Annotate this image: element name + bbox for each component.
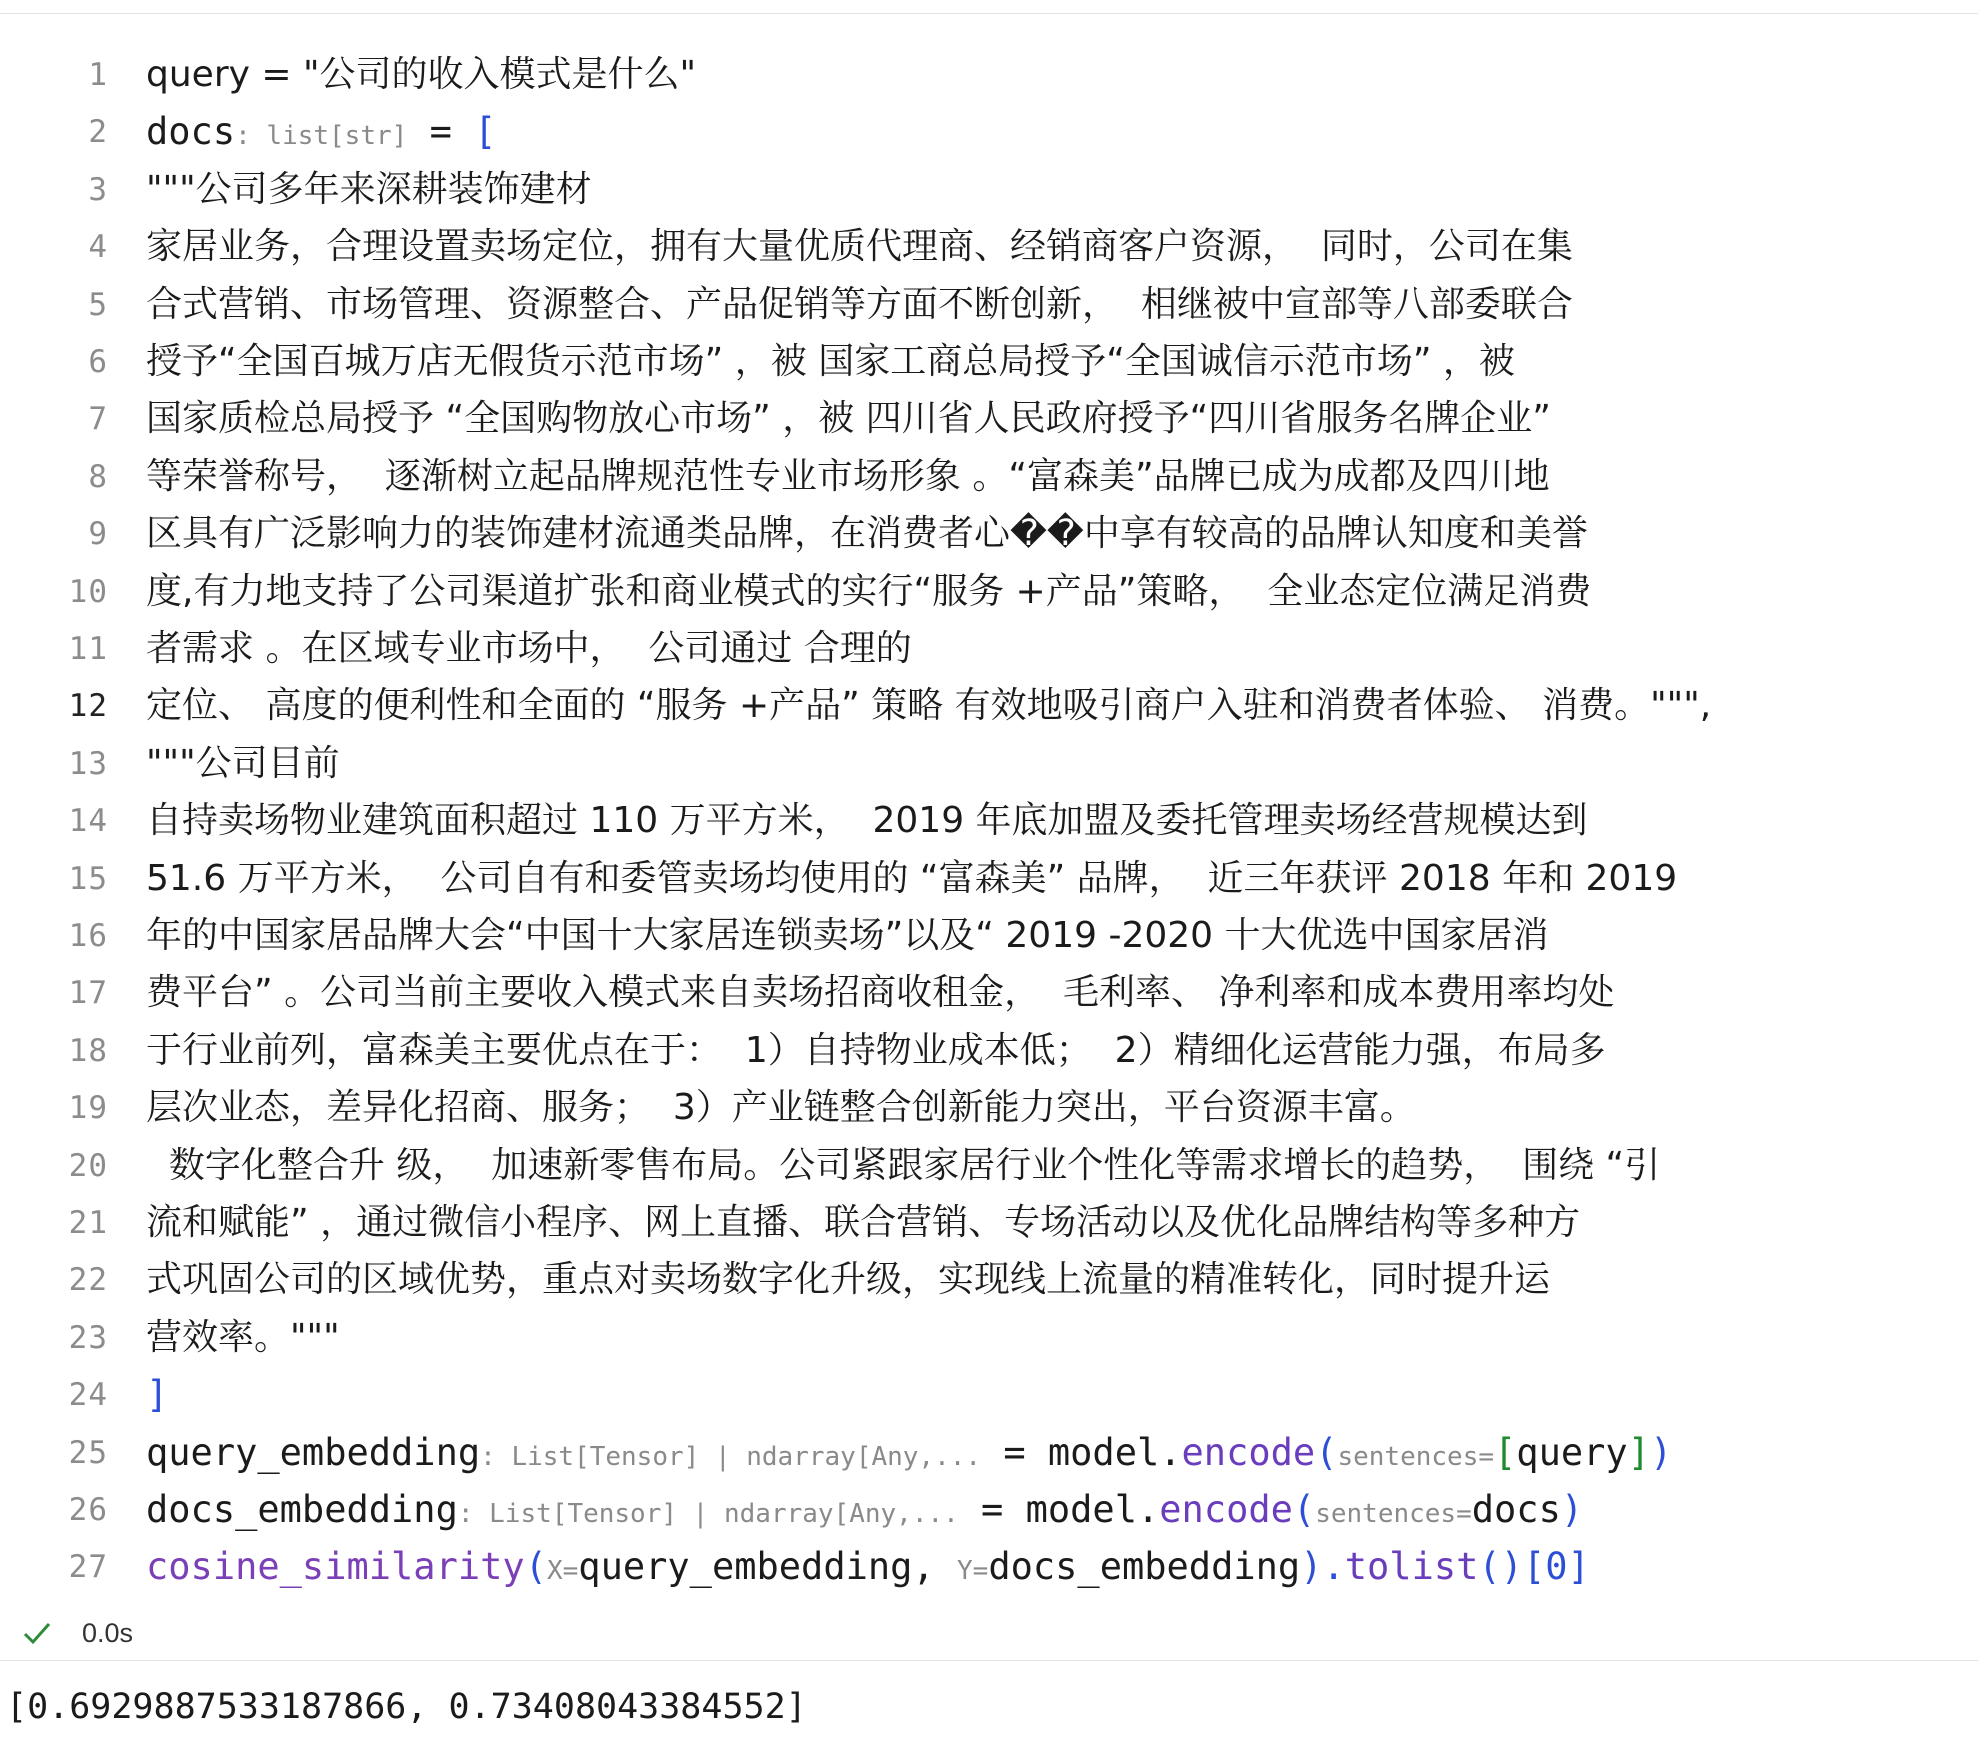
line-number: 3 [88, 171, 108, 208]
code-token: [ [474, 110, 497, 154]
code-line[interactable] [0, 103, 1978, 161]
line-number: 9 [88, 516, 108, 553]
code-token: = model. [981, 1430, 1182, 1474]
code-text[interactable] [146, 1194, 1580, 1252]
code-line[interactable] [0, 1022, 1978, 1080]
line-number: 25 [68, 1434, 108, 1471]
code-line[interactable] [0, 964, 1978, 1022]
type-hint: : list[str] [235, 121, 408, 152]
line-number: 11 [68, 631, 108, 667]
code-text[interactable] [146, 850, 1677, 908]
code-line[interactable] [0, 161, 1978, 219]
line-number: 23 [68, 1319, 108, 1356]
code-text[interactable] [146, 1424, 1672, 1486]
check-icon [20, 1616, 54, 1650]
code-token: 营效率。""" [146, 1316, 340, 1358]
code-token: 数字化整合升 级， 加速新零售布局。公司紧跟家居行业个性化等需求增长的趋势， 围绕 “引 [146, 1144, 1661, 1186]
code-token: ()[ [1478, 1545, 1546, 1589]
code-token: ] [146, 1373, 169, 1417]
code-line[interactable] [0, 620, 1978, 678]
line-number: 12 [68, 688, 108, 725]
execution-time: 0.0s [82, 1618, 134, 1648]
code-token: ). [1300, 1545, 1345, 1589]
code-text[interactable] [146, 333, 1515, 391]
code-token: """公司目前 [146, 742, 340, 784]
code-token: 区具有广泛影响力的装饰建材流通类品牌，在消费者心��中享有较高的品牌认知度和美誉 [146, 513, 1588, 555]
line-number: 19 [68, 1090, 108, 1127]
code-text[interactable] [146, 46, 696, 104]
code-line[interactable] [0, 1194, 1978, 1252]
code-line[interactable] [0, 1251, 1978, 1309]
code-token: 授予“全国百城万店无假货示范市场” ，被 国家工商总局授予“全国诚信示范市场” ，被 [146, 341, 1515, 382]
code-token: 层次业态，差异化招商、服务； 3）产业链整合创新能力突出，平台资源丰富。 [146, 1087, 1416, 1129]
code-token: docs [146, 110, 236, 154]
code-token: 国家质检总局授予 “全国购物放心市场” ，被 四川省人民政府授予“四川省服务名牌企业” [146, 398, 1551, 440]
code-token: 年的中国家居品牌大会“中国十大家居连锁卖场”以及“ 2019 -2020 十大优选中国家居消 [146, 915, 1549, 956]
code-token: cosine_similarity [146, 1545, 525, 1589]
code-token: 于行业前列，富森美主要优点在于： 1）自持物业成本低； 2）精细化运营能力强，布局多 [146, 1029, 1606, 1071]
code-line[interactable] [0, 333, 1978, 391]
code-token: docs_embedding [146, 1488, 458, 1531]
code-token: docs [1471, 1488, 1561, 1531]
code-line[interactable] [0, 1538, 1978, 1596]
code-text[interactable] [146, 448, 1550, 506]
code-text[interactable] [146, 276, 1573, 334]
code-line[interactable] [0, 1366, 1978, 1424]
type-hint: Y= [957, 1556, 989, 1587]
line-number: 24 [68, 1377, 108, 1414]
code-line[interactable] [0, 907, 1978, 965]
code-token: query_embedding, [578, 1545, 957, 1589]
line-number: 20 [68, 1147, 108, 1184]
code-token: = [407, 110, 475, 154]
type-hint: : List[Tensor] | ndarray[Any,... [457, 1499, 959, 1529]
cell-output: [0.6929887533187866, 0.73408043384552] [6, 1687, 807, 1727]
code-text[interactable] [146, 103, 496, 165]
code-line[interactable] [0, 1309, 1978, 1367]
code-text[interactable] [146, 1309, 340, 1367]
code-line[interactable] [0, 1137, 1978, 1195]
code-text[interactable] [146, 218, 1573, 276]
code-text[interactable] [146, 161, 592, 219]
code-token: = model. [958, 1488, 1160, 1531]
code-text[interactable] [146, 563, 1591, 621]
line-number: 6 [88, 344, 108, 380]
line-number: 27 [68, 1549, 108, 1586]
line-number: 18 [68, 1032, 108, 1069]
code-line[interactable] [0, 448, 1978, 506]
line-number: 26 [68, 1492, 108, 1528]
line-number: 21 [68, 1205, 108, 1241]
code-token: 家居业务，合理设置卖场定位，拥有大量优质代理商、经销商客户资源， 同时，公司在集 [146, 226, 1573, 268]
line-number: 22 [68, 1262, 108, 1299]
output-divider [0, 1660, 1978, 1661]
code-text[interactable] [146, 1137, 1660, 1195]
code-token: query = "公司的收入模式是什么" [146, 54, 697, 95]
code-token: 流和赋能” ，通过微信小程序、网上直播、联合营销、专场活动以及优化品牌结构等多种方 [146, 1202, 1581, 1243]
code-token: tolist [1344, 1545, 1479, 1589]
code-text[interactable] [146, 735, 340, 793]
code-text[interactable] [146, 1079, 1416, 1137]
code-line[interactable] [0, 1481, 1978, 1539]
code-token: query [1516, 1430, 1628, 1474]
code-text[interactable] [146, 964, 1614, 1022]
code-token: ] [1567, 1545, 1590, 1589]
code-line[interactable] [0, 735, 1978, 793]
code-text[interactable] [146, 1366, 168, 1424]
code-token: 0 [1545, 1545, 1568, 1589]
line-number: 17 [68, 975, 108, 1012]
code-line[interactable] [0, 505, 1978, 563]
code-line[interactable] [0, 792, 1978, 850]
code-token: 式巩固公司的区域优势，重点对卖场数字化升级，实现线上流量的精准转化，同时提升运 [146, 1259, 1551, 1301]
code-text[interactable] [146, 677, 1711, 735]
code-token: 度,有力地支持了公司渠道扩张和商业模式的实行“服务 +产品”策略， 全业态定位满足消费 [146, 570, 1592, 612]
line-number: 5 [88, 286, 108, 323]
code-token: 自持卖场物业建筑面积超过 110 万平方米， 2019 年底加盟及委托管理卖场经营规模达到 [146, 800, 1588, 842]
code-token: """公司多年来深耕装饰建材 [146, 168, 592, 210]
code-token: 等荣誉称号， 逐渐树立起品牌规范性专业市场形象 。“富森美”品牌已成为成都及四川地 [146, 455, 1550, 497]
code-text[interactable] [146, 390, 1551, 448]
cell-top-border [0, 0, 1978, 14]
code-text[interactable] [146, 1538, 1590, 1600]
line-number: 8 [88, 458, 108, 495]
code-token: 51.6 万平方米， 公司自有和委管卖场均使用的 “富森美” 品牌， 近三年获评 2018 年和 2019 [146, 857, 1678, 899]
code-text[interactable] [146, 1251, 1550, 1309]
line-number: 10 [68, 573, 108, 610]
code-line[interactable] [0, 218, 1978, 276]
code-token: ) [1560, 1488, 1584, 1531]
code-token: ) [1649, 1430, 1673, 1474]
line-number: 16 [68, 918, 108, 954]
code-token: ( [1292, 1488, 1316, 1531]
line-number: 15 [68, 860, 108, 897]
code-text[interactable] [146, 620, 912, 678]
type-hint: sentences= [1315, 1499, 1472, 1529]
code-token: query_embedding [146, 1430, 481, 1474]
code-token: encode [1181, 1430, 1316, 1474]
code-line[interactable] [0, 1424, 1978, 1482]
code-text[interactable] [146, 792, 1588, 850]
line-number: 1 [88, 57, 108, 93]
line-number: 14 [68, 803, 108, 840]
code-token: docs_embedding [988, 1545, 1301, 1589]
code-text[interactable] [146, 1022, 1606, 1080]
code-token: 定位、 高度的便利性和全面的 “服务 +产品” 策略 有效地吸引商户入驻和消费者体验、 消费。""", [146, 685, 1712, 727]
code-text[interactable] [146, 505, 1588, 563]
line-number: 13 [68, 745, 108, 782]
code-token: [ [1494, 1430, 1517, 1474]
code-token: 者需求 。在区域专业市场中， 公司通过 合理的 [146, 628, 912, 669]
type-hint: : List[Tensor] | ndarray[Any,... [480, 1441, 982, 1472]
code-line[interactable] [0, 1079, 1978, 1137]
code-text[interactable] [146, 1481, 1583, 1543]
code-text[interactable] [146, 907, 1549, 965]
type-hint: sentences= [1337, 1441, 1495, 1472]
type-hint: X= [546, 1556, 579, 1587]
code-line[interactable] [0, 563, 1978, 621]
code-token: encode [1159, 1488, 1293, 1531]
code-token: 费平台” 。公司当前主要收入模式来自卖场招商收租金， 毛利率、 净利率和成本费用率均处 [146, 972, 1615, 1014]
code-token: 合式营销、市场管理、资源整合、产品促销等方面不断创新， 相继被中宣部等八部委联合 [146, 283, 1573, 325]
code-line[interactable] [0, 46, 1978, 104]
code-line[interactable] [0, 276, 1978, 334]
code-token: ] [1627, 1430, 1650, 1474]
code-line[interactable] [0, 390, 1978, 448]
code-line[interactable] [0, 677, 1978, 735]
line-number: 7 [88, 401, 108, 438]
code-token: ( [1315, 1430, 1338, 1474]
code-token: ( [524, 1545, 547, 1589]
code-line[interactable] [0, 850, 1978, 908]
line-number: 4 [88, 229, 108, 266]
line-number: 2 [88, 114, 108, 151]
